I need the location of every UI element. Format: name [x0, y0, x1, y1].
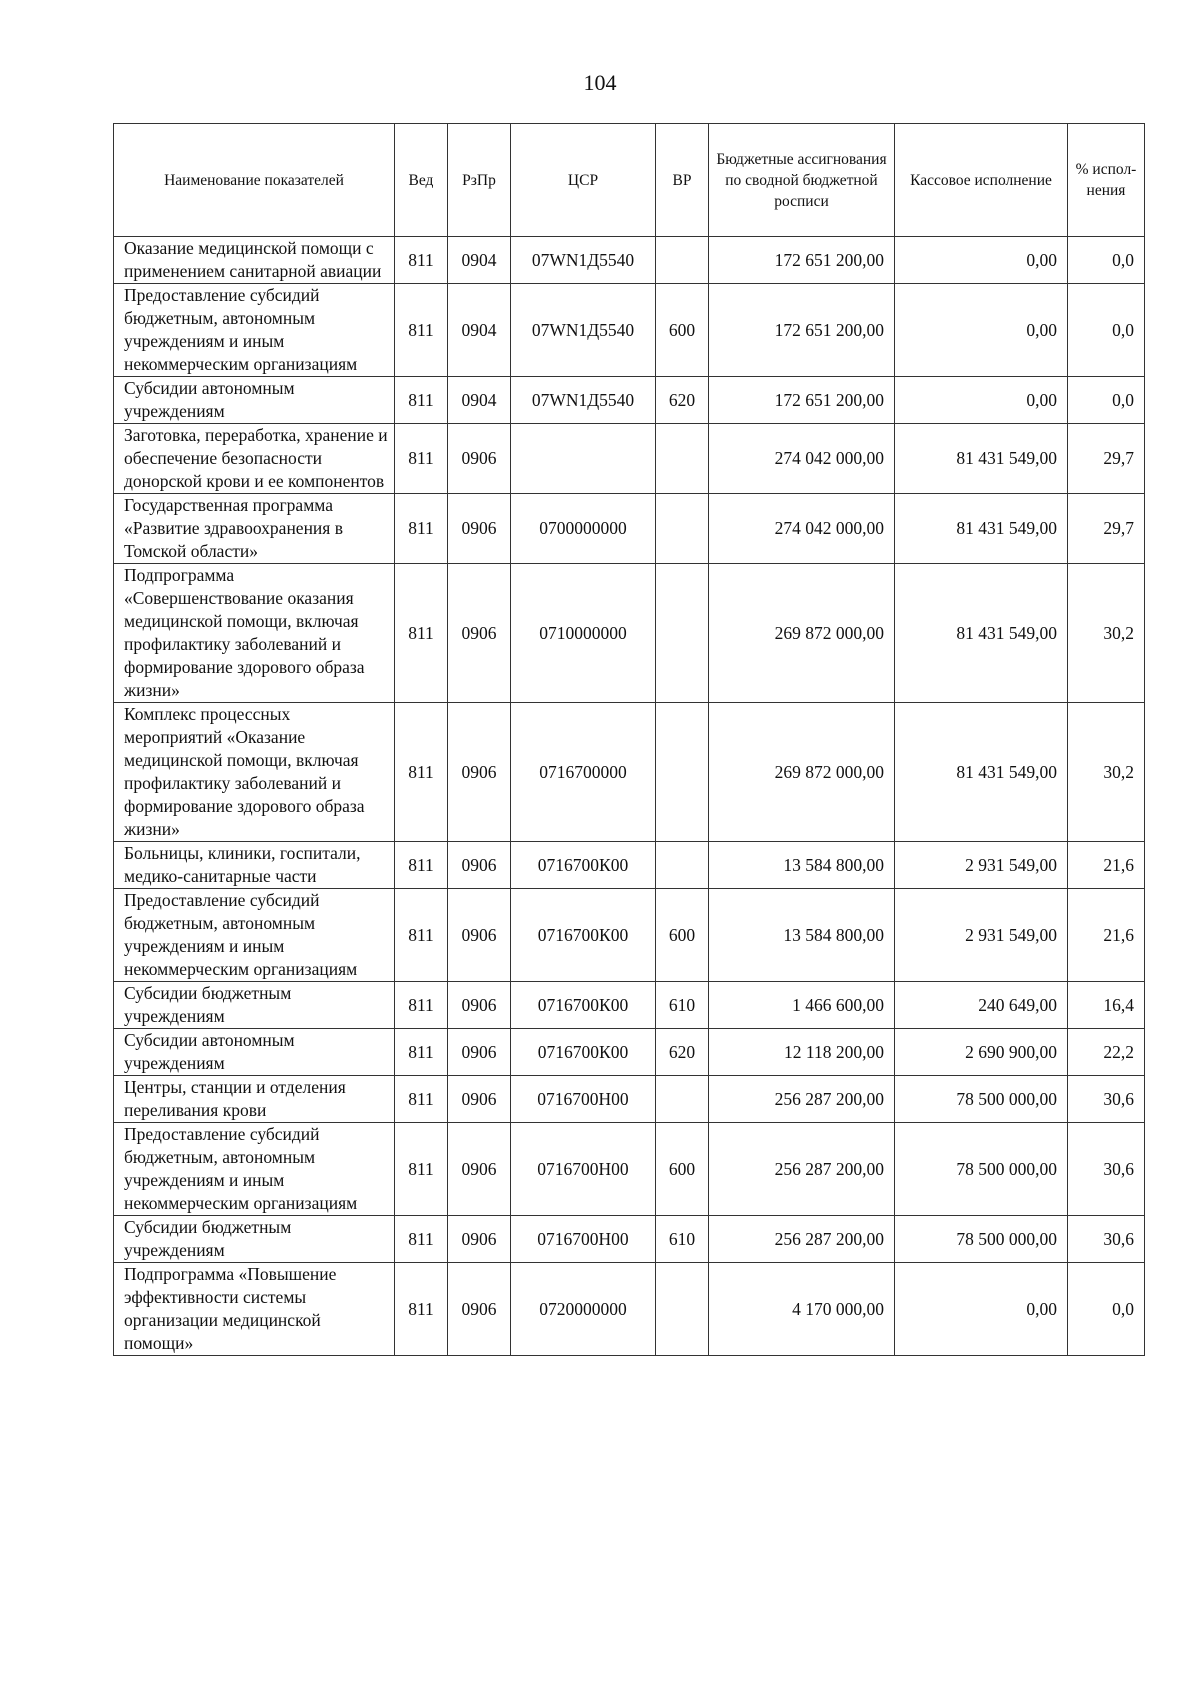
cell-cash: 2 931 549,00	[895, 889, 1068, 982]
cell-budget: 274 042 000,00	[709, 424, 895, 494]
cell-vr	[656, 842, 709, 889]
cell-csr: 0716700К00	[511, 889, 656, 982]
cell-ved: 811	[395, 424, 448, 494]
cell-cash: 81 431 549,00	[895, 703, 1068, 842]
cell-vr	[656, 424, 709, 494]
cell-vr	[656, 703, 709, 842]
cell-name: Предоставление субсидий бюджетным, автономным учреждениям и иным некоммерческим организациям	[114, 1123, 395, 1216]
cell-budget: 1 466 600,00	[709, 982, 895, 1029]
cell-cash: 0,00	[895, 284, 1068, 377]
cell-csr: 07WN1Д5540	[511, 237, 656, 284]
cell-cash: 78 500 000,00	[895, 1123, 1068, 1216]
cell-vr	[656, 564, 709, 703]
cell-pct: 30,6	[1068, 1076, 1145, 1123]
cell-name: Подпрограмма «Совершенствование оказания медицинской помощи, включая профилактику заболеваний и формирование здорового образа жизни»	[114, 564, 395, 703]
table-row	[114, 982, 1145, 1029]
cell-vr: 620	[656, 377, 709, 424]
budget-execution-table	[113, 123, 1145, 1356]
cell-rzpr: 0906	[448, 1076, 511, 1123]
cell-vr: 610	[656, 982, 709, 1029]
cell-budget: 256 287 200,00	[709, 1076, 895, 1123]
header-budget: Бюджетные ассигнования по сводной бюджетной росписи	[709, 124, 895, 237]
cell-csr: 0716700К00	[511, 982, 656, 1029]
cell-csr: 07WN1Д5540	[511, 377, 656, 424]
cell-name: Субсидии автономным учреждениям	[114, 1029, 395, 1076]
cell-budget: 4 170 000,00	[709, 1263, 895, 1356]
cell-cash: 2 931 549,00	[895, 842, 1068, 889]
cell-budget: 256 287 200,00	[709, 1216, 895, 1263]
cell-rzpr: 0906	[448, 1029, 511, 1076]
header-csr: ЦСР	[511, 124, 656, 237]
cell-rzpr: 0906	[448, 1123, 511, 1216]
page-number: 104	[583, 70, 617, 95]
cell-cash: 78 500 000,00	[895, 1076, 1068, 1123]
cell-pct: 0,0	[1068, 1263, 1145, 1356]
cell-ved: 811	[395, 982, 448, 1029]
cell-vr: 600	[656, 1123, 709, 1216]
cell-ved: 811	[395, 564, 448, 703]
cell-csr: 07WN1Д5540	[511, 284, 656, 377]
cell-cash: 240 649,00	[895, 982, 1068, 1029]
cell-ved: 811	[395, 237, 448, 284]
cell-ved: 811	[395, 889, 448, 982]
table-row	[114, 1263, 1145, 1356]
cell-rzpr: 0906	[448, 1216, 511, 1263]
cell-rzpr: 0906	[448, 494, 511, 564]
cell-budget: 13 584 800,00	[709, 889, 895, 982]
cell-budget: 172 651 200,00	[709, 377, 895, 424]
cell-budget: 269 872 000,00	[709, 703, 895, 842]
table-row	[114, 703, 1145, 842]
cell-ved: 811	[395, 1076, 448, 1123]
cell-vr	[656, 1076, 709, 1123]
table-row	[114, 1216, 1145, 1263]
table-row	[114, 494, 1145, 564]
header-name: Наименование показателей	[114, 124, 395, 237]
cell-rzpr: 0906	[448, 842, 511, 889]
table-body	[114, 237, 1145, 1356]
cell-name: Государственная программа «Развитие здравоохранения в Томской области»	[114, 494, 395, 564]
header-rzpr: РзПр	[448, 124, 511, 237]
cell-budget: 172 651 200,00	[709, 284, 895, 377]
header-pct: % испол-нения	[1068, 124, 1145, 237]
cell-rzpr: 0906	[448, 424, 511, 494]
cell-budget: 274 042 000,00	[709, 494, 895, 564]
cell-ved: 811	[395, 494, 448, 564]
cell-name: Предоставление субсидий бюджетным, автономным учреждениям и иным некоммерческим организациям	[114, 889, 395, 982]
cell-budget: 269 872 000,00	[709, 564, 895, 703]
cell-vr	[656, 237, 709, 284]
cell-name: Подпрограмма «Повышение эффективности системы организации медицинской помощи»	[114, 1263, 395, 1356]
cell-csr: 0716700К00	[511, 1029, 656, 1076]
cell-name: Комплекс процессных мероприятий «Оказание медицинской помощи, включая профилактику заболеваний и формирование здорового образа жизни»	[114, 703, 395, 842]
table-row	[114, 889, 1145, 982]
cell-pct: 30,2	[1068, 703, 1145, 842]
cell-pct: 16,4	[1068, 982, 1145, 1029]
cell-pct: 21,6	[1068, 842, 1145, 889]
cell-rzpr: 0906	[448, 982, 511, 1029]
cell-csr: 0716700К00	[511, 842, 656, 889]
cell-ved: 811	[395, 703, 448, 842]
cell-pct: 0,0	[1068, 377, 1145, 424]
cell-budget: 172 651 200,00	[709, 237, 895, 284]
cell-name: Субсидии бюджетным учреждениям	[114, 1216, 395, 1263]
cell-pct: 22,2	[1068, 1029, 1145, 1076]
cell-ved: 811	[395, 377, 448, 424]
cell-pct: 29,7	[1068, 494, 1145, 564]
table-header	[114, 124, 1145, 237]
cell-cash: 0,00	[895, 1263, 1068, 1356]
table-row	[114, 842, 1145, 889]
cell-csr: 0716700000	[511, 703, 656, 842]
cell-name: Оказание медицинской помощи с применением санитарной авиации	[114, 237, 395, 284]
cell-cash: 0,00	[895, 237, 1068, 284]
cell-name: Центры, станции и отделения переливания крови	[114, 1076, 395, 1123]
cell-csr: 0716700Н00	[511, 1076, 656, 1123]
cell-rzpr: 0906	[448, 703, 511, 842]
cell-ved: 811	[395, 1263, 448, 1356]
table-row	[114, 564, 1145, 703]
header-cash: Кассовое исполнение	[895, 124, 1068, 237]
cell-vr: 610	[656, 1216, 709, 1263]
cell-csr: 0720000000	[511, 1263, 656, 1356]
cell-vr	[656, 494, 709, 564]
cell-pct: 21,6	[1068, 889, 1145, 982]
table-row	[114, 1029, 1145, 1076]
cell-ved: 811	[395, 1029, 448, 1076]
cell-vr: 600	[656, 284, 709, 377]
cell-pct: 30,6	[1068, 1216, 1145, 1263]
table-row	[114, 1076, 1145, 1123]
cell-cash: 81 431 549,00	[895, 494, 1068, 564]
cell-csr: 0700000000	[511, 494, 656, 564]
cell-ved: 811	[395, 1216, 448, 1263]
cell-rzpr: 0904	[448, 377, 511, 424]
table-row	[114, 377, 1145, 424]
header-ved: Вед	[395, 124, 448, 237]
header-row	[114, 124, 1145, 237]
cell-vr	[656, 1263, 709, 1356]
cell-ved: 811	[395, 284, 448, 377]
cell-ved: 811	[395, 1123, 448, 1216]
cell-ved: 811	[395, 842, 448, 889]
cell-rzpr: 0906	[448, 564, 511, 703]
cell-rzpr: 0906	[448, 1263, 511, 1356]
cell-pct: 0,0	[1068, 284, 1145, 377]
cell-csr: 0710000000	[511, 564, 656, 703]
cell-csr	[511, 424, 656, 494]
cell-rzpr: 0904	[448, 237, 511, 284]
table-row	[114, 237, 1145, 284]
cell-name: Предоставление субсидий бюджетным, автономным учреждениям и иным некоммерческим организациям	[114, 284, 395, 377]
cell-csr: 0716700Н00	[511, 1123, 656, 1216]
cell-cash: 0,00	[895, 377, 1068, 424]
cell-pct: 0,0	[1068, 237, 1145, 284]
table-row	[114, 284, 1145, 377]
cell-budget: 256 287 200,00	[709, 1123, 895, 1216]
cell-budget: 13 584 800,00	[709, 842, 895, 889]
table-row	[114, 424, 1145, 494]
cell-pct: 30,6	[1068, 1123, 1145, 1216]
cell-name: Субсидии бюджетным учреждениям	[114, 982, 395, 1029]
cell-budget: 12 118 200,00	[709, 1029, 895, 1076]
header-vr: ВР	[656, 124, 709, 237]
cell-name: Больницы, клиники, госпитали, медико-санитарные части	[114, 842, 395, 889]
cell-vr: 620	[656, 1029, 709, 1076]
cell-pct: 30,2	[1068, 564, 1145, 703]
cell-name: Заготовка, переработка, хранение и обеспечение безопасности донорской крови и ее компонентов	[114, 424, 395, 494]
cell-rzpr: 0906	[448, 889, 511, 982]
cell-rzpr: 0904	[448, 284, 511, 377]
cell-cash: 2 690 900,00	[895, 1029, 1068, 1076]
cell-vr: 600	[656, 889, 709, 982]
cell-cash: 81 431 549,00	[895, 424, 1068, 494]
cell-cash: 81 431 549,00	[895, 564, 1068, 703]
cell-pct: 29,7	[1068, 424, 1145, 494]
table-row	[114, 1123, 1145, 1216]
cell-name: Субсидии автономным учреждениям	[114, 377, 395, 424]
cell-cash: 78 500 000,00	[895, 1216, 1068, 1263]
cell-csr: 0716700Н00	[511, 1216, 656, 1263]
